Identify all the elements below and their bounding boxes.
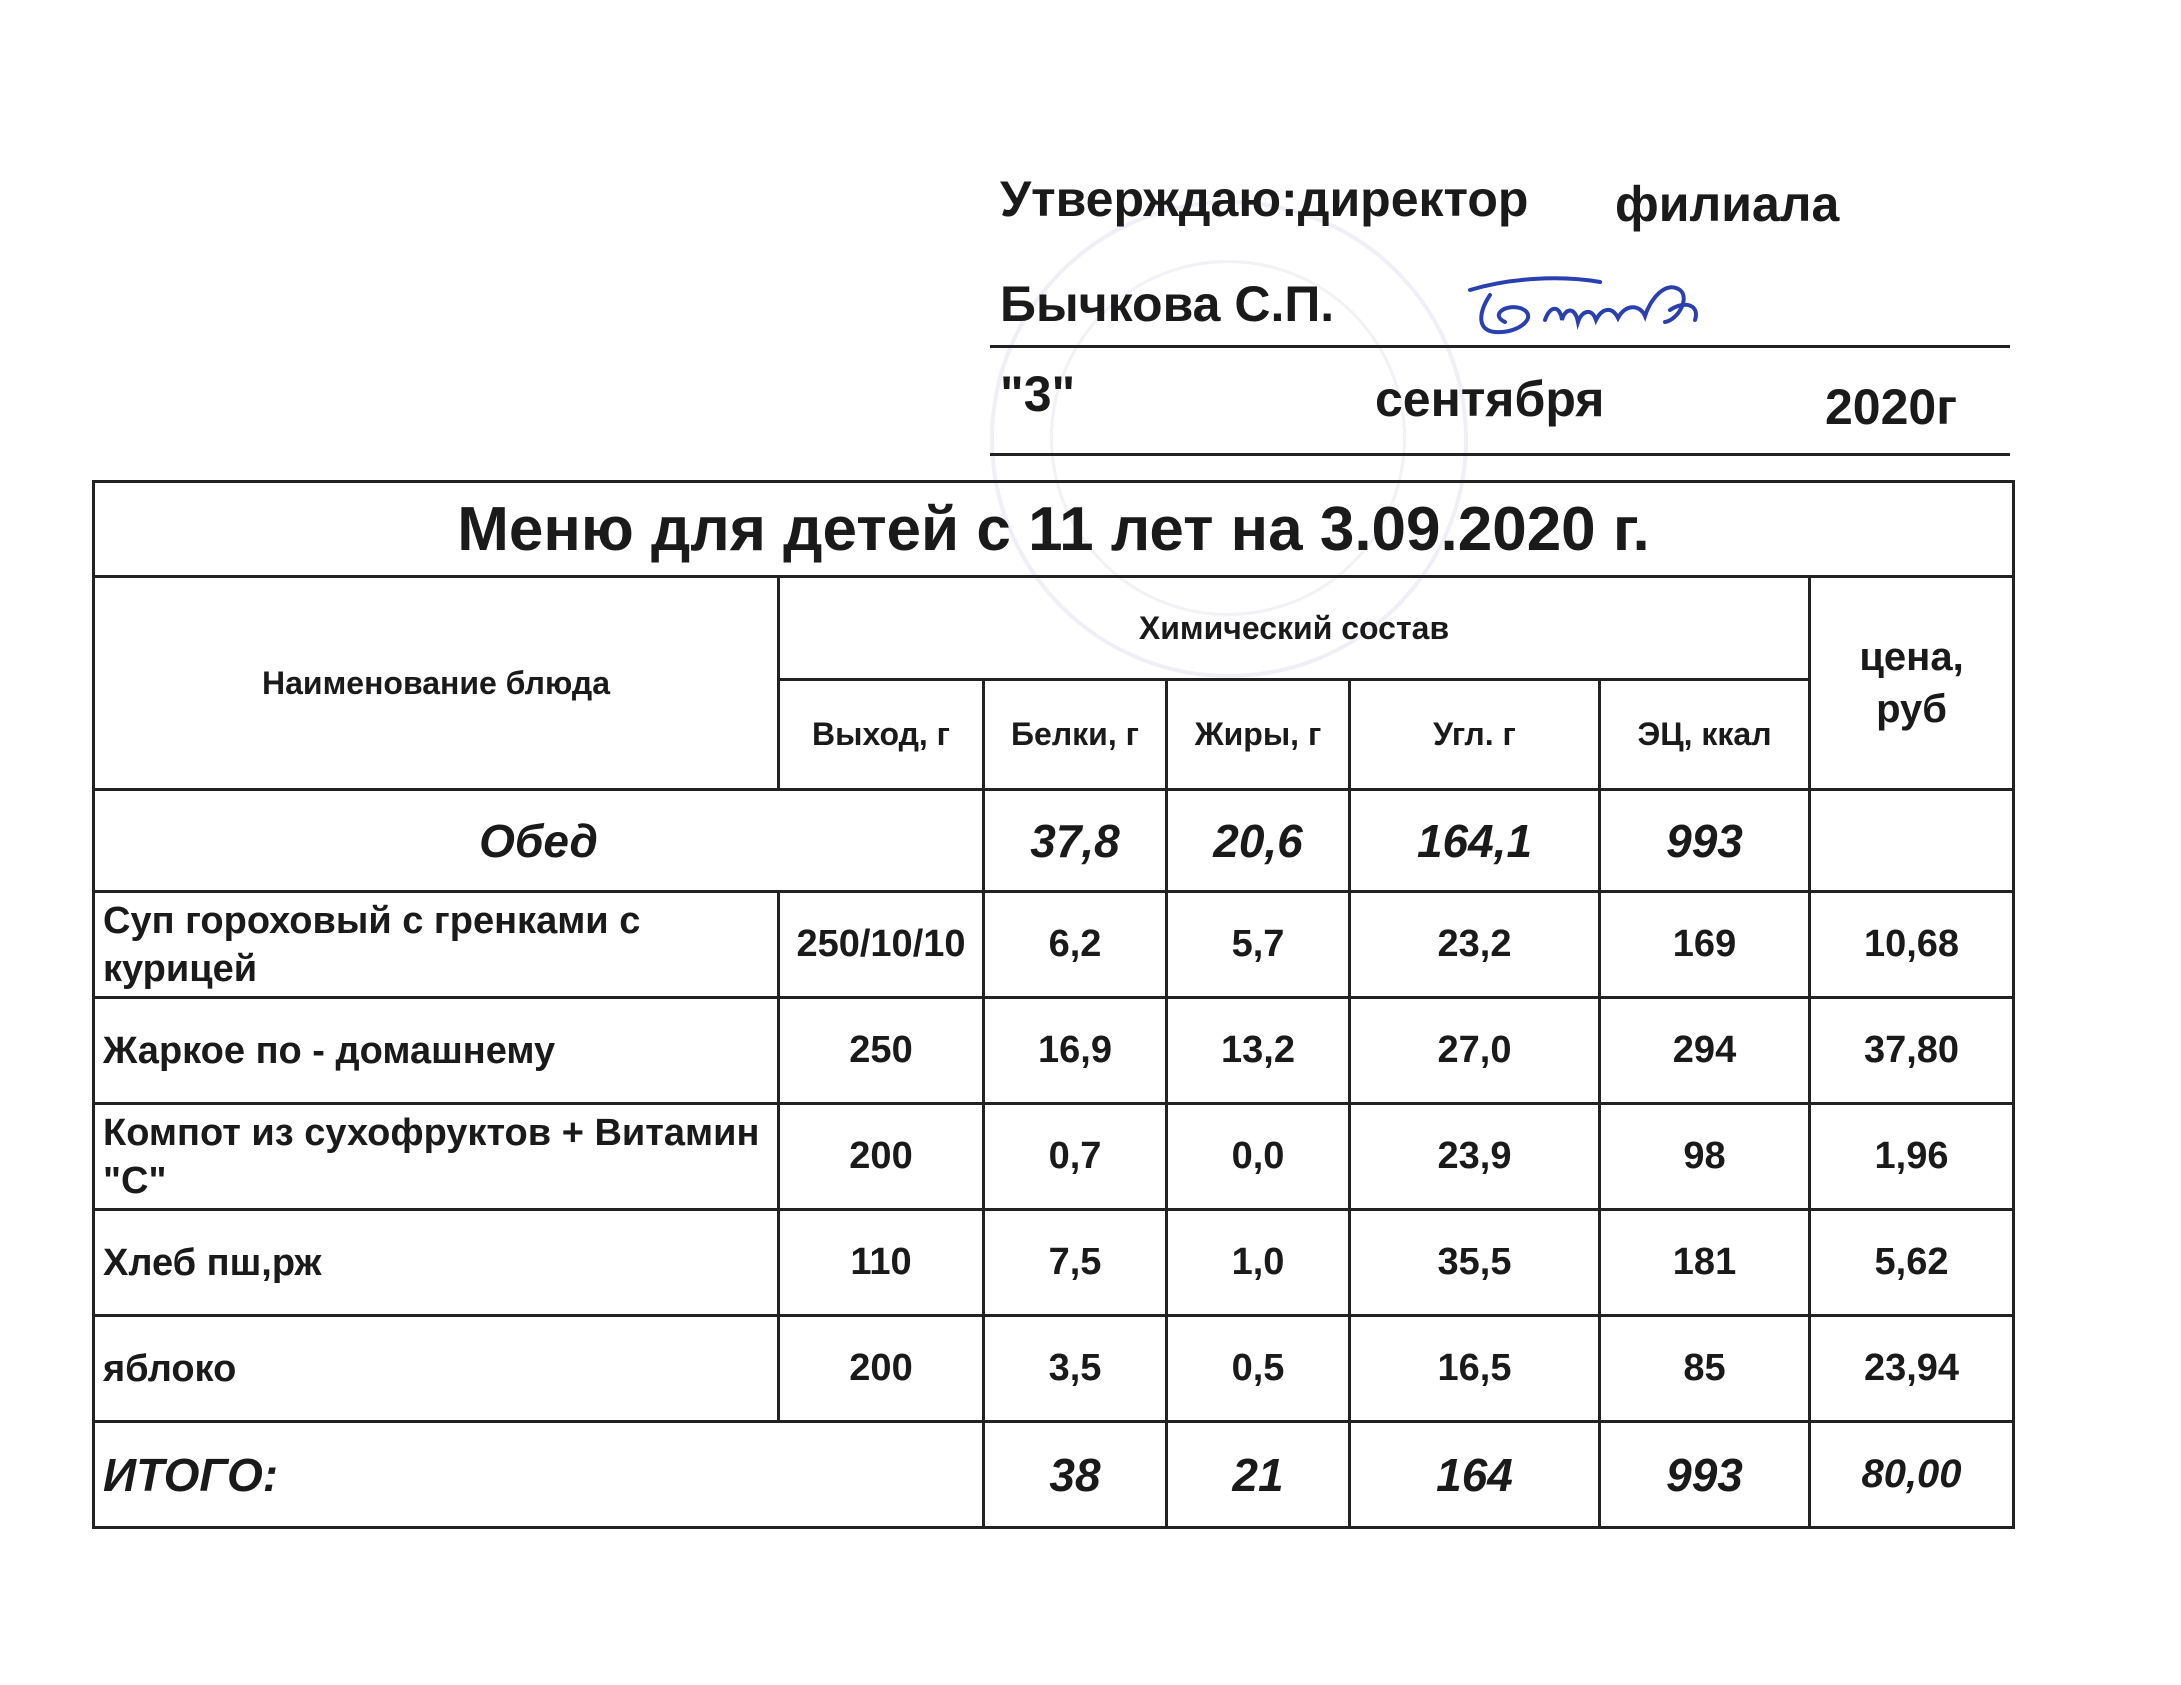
header-yield: Выход, г	[779, 680, 984, 790]
total-price: 80,00	[1810, 1422, 2014, 1528]
dish-protein: 6,2	[984, 892, 1167, 998]
menu-table	[92, 480, 2015, 1529]
dish-price: 23,94	[1810, 1316, 2014, 1422]
obed-fat: 20,6	[1167, 790, 1350, 892]
dish-name: Суп гороховый с гренками с курицей	[94, 892, 779, 998]
approval-year: 2020г	[1825, 379, 1958, 435]
dish-protein: 7,5	[984, 1210, 1167, 1316]
dish-fat: 0,5	[1167, 1316, 1350, 1422]
header-dish-name: Наименование блюда	[94, 577, 779, 790]
total-label: ИТОГО:	[94, 1422, 984, 1528]
header-chemical-composition: Химический состав	[779, 577, 1810, 680]
dish-name: Хлеб пш,рж	[94, 1210, 779, 1316]
table-row	[94, 1316, 2014, 1422]
total-carbs: 164	[1350, 1422, 1600, 1528]
header-protein: Белки, г	[984, 680, 1167, 790]
total-fat: 21	[1167, 1422, 1350, 1528]
header-carbs: Угл. г	[1350, 680, 1600, 790]
dish-energy: 85	[1600, 1316, 1810, 1422]
table-row	[94, 998, 2014, 1104]
header-fat: Жиры, г	[1167, 680, 1350, 790]
dish-yield: 200	[779, 1104, 984, 1210]
dish-fat: 13,2	[1167, 998, 1350, 1104]
dish-fat: 1,0	[1167, 1210, 1350, 1316]
row-total	[94, 1422, 2014, 1528]
approval-month: сентября	[1375, 371, 1605, 427]
obed-protein: 37,8	[984, 790, 1167, 892]
dish-yield: 110	[779, 1210, 984, 1316]
signature	[1450, 260, 1770, 350]
menu-title: Меню для детей с 11 лет на 3.09.2020 г.	[94, 482, 2014, 577]
table-row	[94, 892, 2014, 998]
dish-fat: 0,0	[1167, 1104, 1350, 1210]
approval-branch: филиала	[1615, 176, 1840, 232]
dish-price: 37,80	[1810, 998, 2014, 1104]
header-energy: ЭЦ, ккал	[1600, 680, 1810, 790]
dish-carbs: 27,0	[1350, 998, 1600, 1104]
header-price: цена, руб	[1810, 577, 2014, 790]
dish-protein: 0,7	[984, 1104, 1167, 1210]
dish-carbs: 16,5	[1350, 1316, 1600, 1422]
dish-fat: 5,7	[1167, 892, 1350, 998]
dish-carbs: 23,9	[1350, 1104, 1600, 1210]
dish-protein: 16,9	[984, 998, 1167, 1104]
dish-carbs: 23,2	[1350, 892, 1600, 998]
approval-rule-2	[990, 453, 2010, 456]
obed-price	[1810, 790, 2014, 892]
table-row	[94, 1210, 2014, 1316]
total-energy: 993	[1600, 1422, 1810, 1528]
dish-energy: 169	[1600, 892, 1810, 998]
total-protein: 38	[984, 1422, 1167, 1528]
approval-name: Бычкова С.П.	[1000, 276, 1335, 332]
dish-energy: 98	[1600, 1104, 1810, 1210]
dish-energy: 181	[1600, 1210, 1810, 1316]
obed-label: Обед	[94, 790, 984, 892]
row-obed	[94, 790, 2014, 892]
obed-carbs: 164,1	[1350, 790, 1600, 892]
dish-yield: 250/10/10	[779, 892, 984, 998]
obed-energy: 993	[1600, 790, 1810, 892]
dish-carbs: 35,5	[1350, 1210, 1600, 1316]
dish-yield: 200	[779, 1316, 984, 1422]
dish-name: Жаркое по - домашнему	[94, 998, 779, 1104]
dish-price: 10,68	[1810, 892, 2014, 998]
dish-name: Компот из сухофруктов + Витамин "С"	[94, 1104, 779, 1210]
dish-protein: 3,5	[984, 1316, 1167, 1422]
dish-name: яблоко	[94, 1316, 779, 1422]
table-row	[94, 1104, 2014, 1210]
approval-day: "3"	[1000, 366, 1076, 422]
dish-price: 5,62	[1810, 1210, 2014, 1316]
dish-energy: 294	[1600, 998, 1810, 1104]
approval-title: Утверждаю:директор	[1000, 171, 1529, 227]
dish-price: 1,96	[1810, 1104, 2014, 1210]
dish-yield: 250	[779, 998, 984, 1104]
